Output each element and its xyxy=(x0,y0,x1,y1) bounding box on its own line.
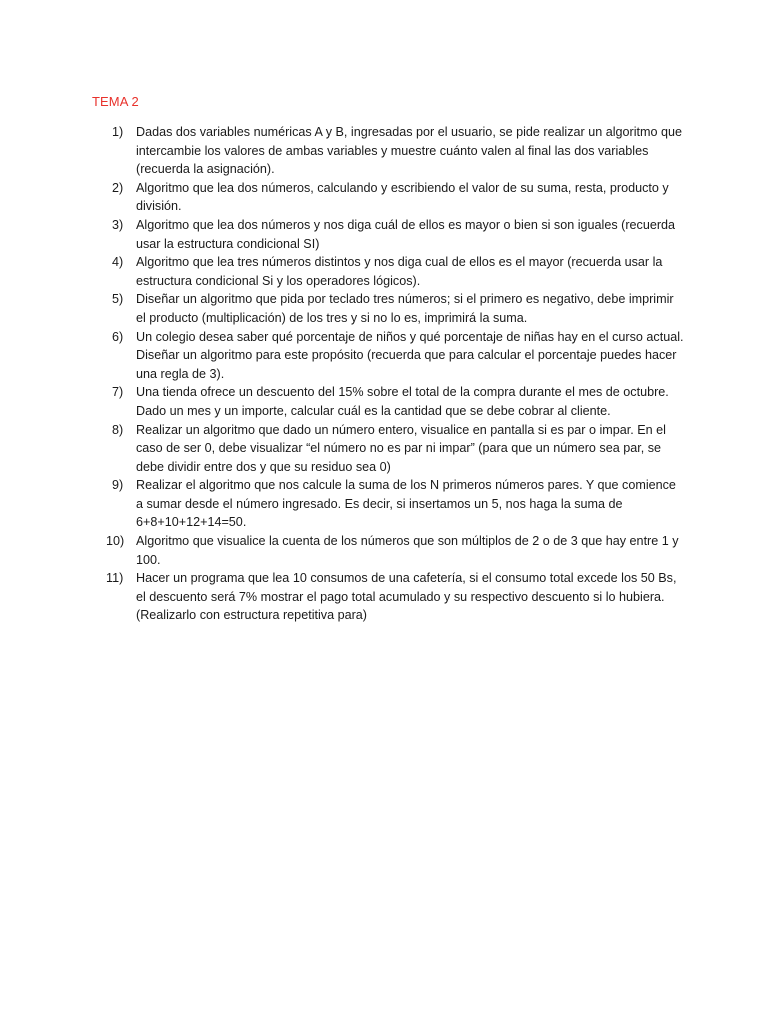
item-text: Dadas dos variables numéricas A y B, ingresadas por el usuario, se pide realizar un algoritmo que intercambie los valores de ambas variables y muestre cuánto valen al final las dos variables (recuerda la asignación). xyxy=(136,125,683,177)
item-number: 9) xyxy=(112,478,124,493)
item-number: 5) xyxy=(112,292,124,307)
item-text: Realizar el algoritmo que nos calcule la suma de los N primeros números pares. Y que comience a sumar desde el número ingresado. Es decir, si insertamos un 5, nos haga la suma de 6+8+10+12+14=50. xyxy=(136,478,676,530)
list-item xyxy=(92,290,686,327)
list-item xyxy=(92,123,686,179)
list-item xyxy=(92,569,686,625)
item-number: 3) xyxy=(112,217,124,232)
list-item xyxy=(92,532,686,569)
item-number: 6) xyxy=(112,329,124,344)
item-text: Realizar un algoritmo que dado un número entero, visualice en pantalla si es par o impar. En el caso de ser 0, debe visualizar “el número no es par ni impar” (para que un número sea par, se debe dividir entre dos y que su residuo sea 0) xyxy=(136,422,666,474)
list-item xyxy=(92,383,686,420)
list-item xyxy=(92,476,686,532)
item-number: 7) xyxy=(112,385,124,400)
item-text: Una tienda ofrece un descuento del 15% sobre el total de la compra durante el mes de octubre. Dado un mes y un importe, calcular cuál es la cantidad que se debe cobrar al cliente. xyxy=(136,385,669,418)
item-text: Hacer un programa que lea 10 consumos de una cafetería, si el consumo total excede los 50 Bs, el descuento será 7% mostrar el pago total acumulado y su respectivo descuento si lo hubiera. (Realizarlo con estructura repetitiva para) xyxy=(136,571,677,623)
list-item xyxy=(92,253,686,290)
item-text: Un colegio desea saber qué porcentaje de niños y qué porcentaje de niñas hay en el curso actual. Diseñar un algoritmo para este propósito (recuerda que para calcular el porcentaje puedes hacer una regla de 3). xyxy=(136,329,684,381)
item-number: 2) xyxy=(112,180,124,195)
item-text: Algoritmo que lea dos números y nos diga cuál de ellos es mayor o bien si son iguales (recuerda usar la estructura condicional SI) xyxy=(136,217,676,251)
item-text: Algoritmo que lea tres números distintos y nos diga cual de ellos es el mayor (recuerda usar la estructura condicional Si y los operadores lógicos). xyxy=(136,255,663,288)
item-text: Algoritmo que visualice la cuenta de los números que son múltiplos de 2 o de 3 que hay entre 1 y 100. xyxy=(136,534,679,567)
item-number: 1) xyxy=(112,125,124,139)
item-text: Algoritmo que lea dos números, calculando y escribiendo el valor de su suma, resta, producto y división. xyxy=(136,180,669,214)
list-item xyxy=(92,216,686,253)
list-item xyxy=(92,421,686,477)
item-number: 8) xyxy=(112,422,124,437)
list-item xyxy=(92,179,686,216)
list-item xyxy=(92,328,686,384)
item-number: 4) xyxy=(112,255,124,270)
document-title: TEMA 2 xyxy=(92,94,139,109)
item-number: 11) xyxy=(106,571,124,586)
exercise-list xyxy=(92,123,686,625)
item-number: 10) xyxy=(106,534,125,549)
item-text: Diseñar un algoritmo que pida por teclado tres números; si el primero es negativo, debe imprimir el producto (multiplicación) de los tres y si no lo es, imprimirá la suma. xyxy=(136,292,674,325)
